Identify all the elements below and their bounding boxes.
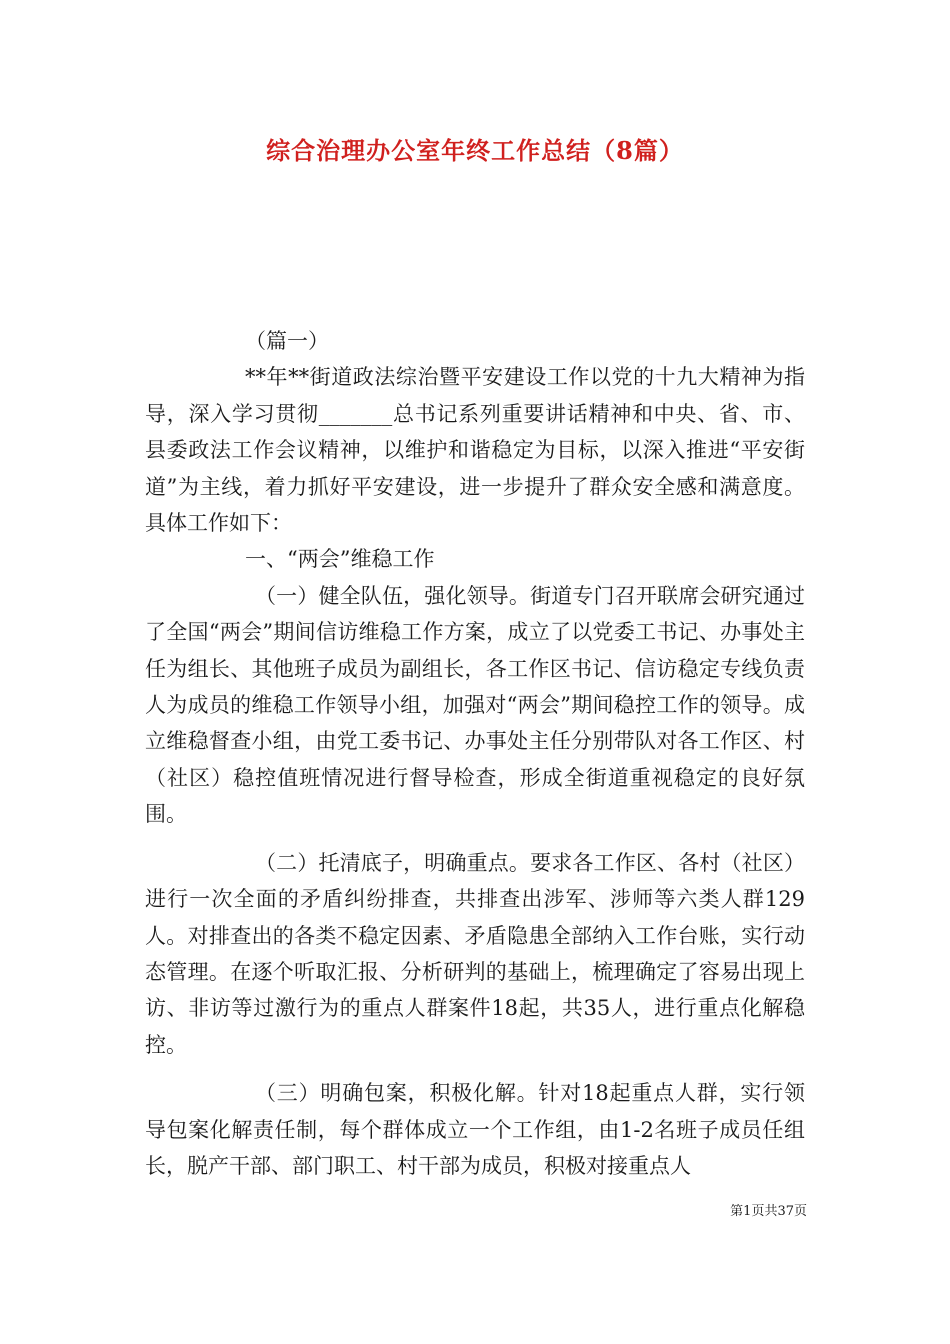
paragraph-3: （三）明确包案，积极化解。针对18起重点人群，实行领导包案化解责任制，每个群体成立一个工作组，由1-2名班子成员任组长，脱产干部、部门职工、村干部为成员，积极对接重点人 (145, 1081, 805, 1178)
paragraph-1: （一）健全队伍，强化领导。街道专门召开联席会研究通过了全国“两会”期间信访维稳工作方案，成立了以党委工书记、办事处主任为组长、其他班子成员为副组长，各工作区书记、信访稳定专线负责人为成员的维稳工作领导小组，加强对“两会”期间稳控工作的领导。成立维稳督查小组，由党工委书记、办事处主任分别带队对各工作区、村（社区）稳控值班情况进行督导检查，形成全街道重视稳定的良好氛围。 (145, 583, 805, 827)
page-footer: 第1页共37页 (730, 1204, 807, 1219)
section-heading: 一、“两会”维稳工作 (245, 547, 435, 572)
section-label: （篇一） (245, 329, 329, 353)
document-title: 综合治理办公室年终工作总结（8篇） (266, 136, 684, 165)
paragraph-2: （二）托清底子，明确重点。要求各工作区、各村（社区）进行一次全面的矛盾纠纷排查，共排查出涉军、涉师等六类人群129人。对排查出的各类不稳定因素、矛盾隐患全部纳入工作台账，实行动态管理。在逐个听取汇报、分析研判的基础上，梳理确定了容易出现上访、非访等过激行为的重点人群案件18起，共35人，进行重点化解稳控。 (145, 850, 805, 1057)
document-body (145, 323, 805, 1184)
intro-paragraph: **年**街道政法综治暨平安建设工作以党的十九大精神为指导，深入学习贯彻_______总书记系列重要讲话精神和中央、省、市、县委政法工作会议精神，以维护和谐稳定为目标，以深入推进“平安街道”为主线，着力抓好平安建设，进一步提升了群众安全感和满意度。具体工作如下： (145, 365, 805, 536)
